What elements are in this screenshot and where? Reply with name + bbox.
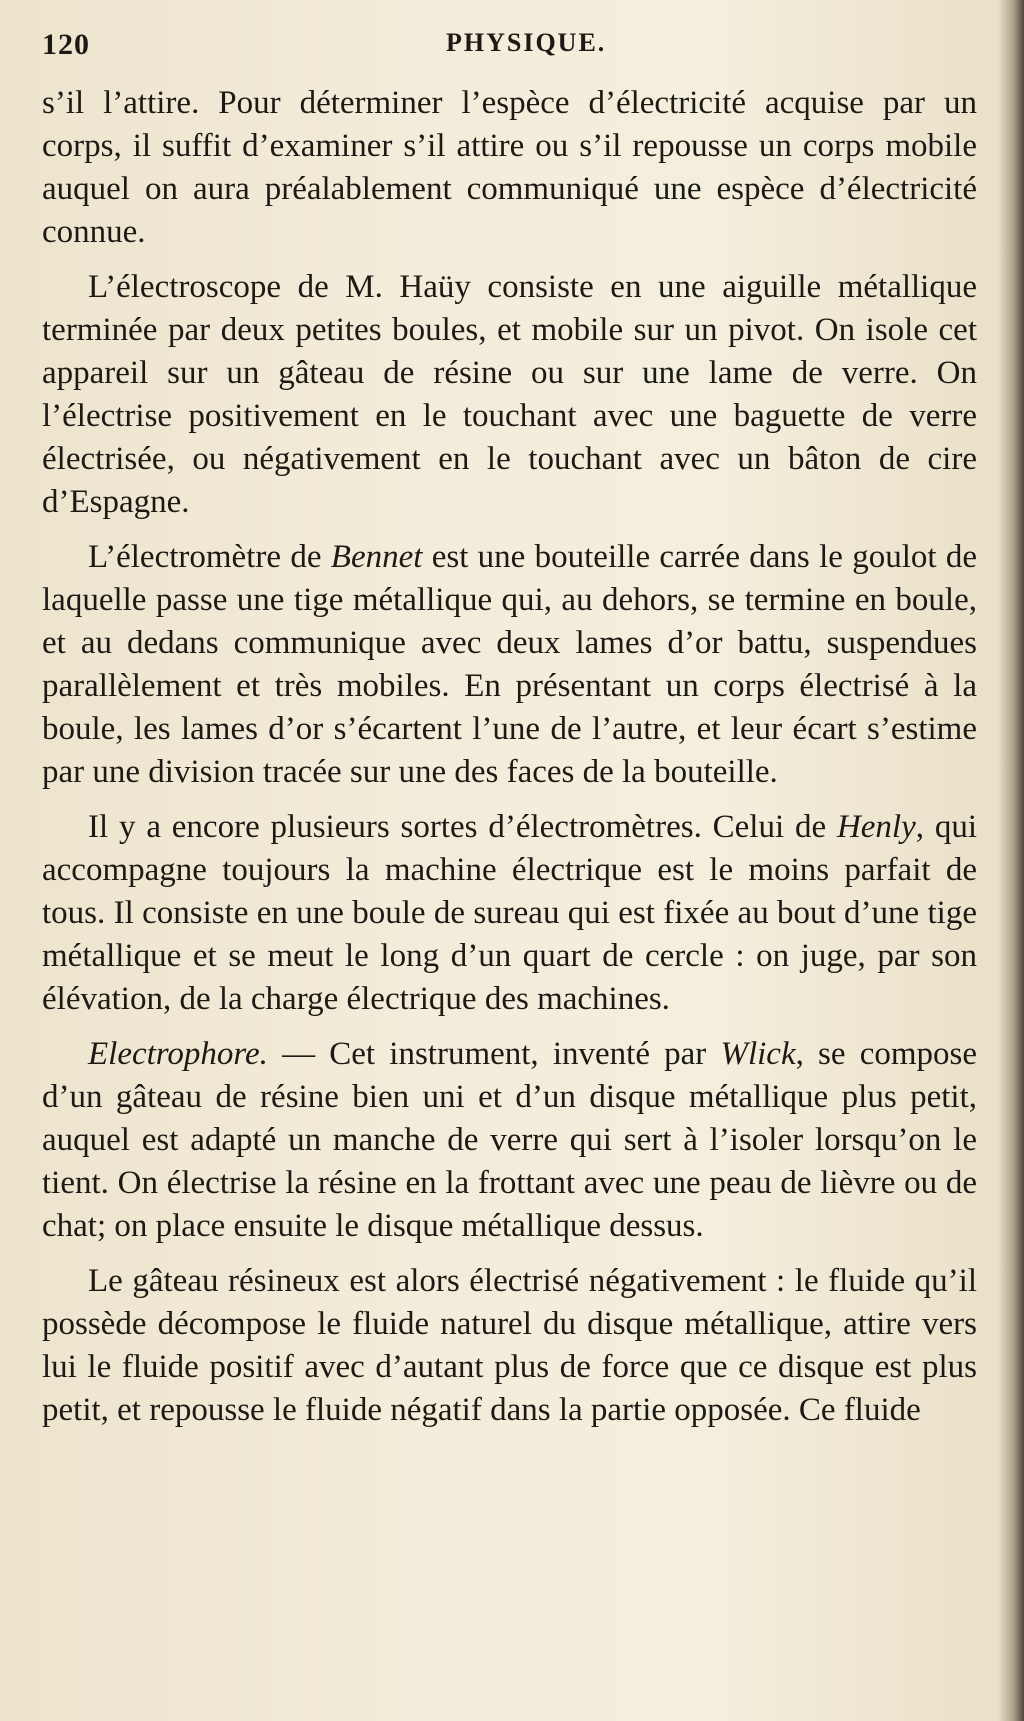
paragraph-electroscope: L’électroscope de M. Haüy consiste en une aiguille métallique terminée par deux petites boules, et mobile sur un pivot. On isole cet appareil sur un gâteau de résine ou sur une lame de verre. On l’électrise positivement en le touchant avec une baguette de verre électrisée, ou négativement en le touchant avec un bâton de cire d’Espagne. bbox=[42, 269, 977, 520]
header-title: PHYSIQUE. bbox=[446, 28, 607, 57]
term-electrophore: Electrophore. bbox=[88, 1036, 268, 1072]
name-henly: Henly bbox=[836, 809, 916, 845]
paragraph-electrometre-bennet bbox=[42, 536, 977, 794]
paragraph-text: , qui accompagne toujours la machine électrique est le moins parfait de tous. Il consiste en une boule de sureau qui est fixée au bout d’une tige métallique et se meut le long d’un quart de cercle : on juge, par son élévation, de la charge électrique des machines. bbox=[42, 809, 977, 1017]
paragraph-text: L’électromètre de bbox=[88, 539, 331, 575]
running-head bbox=[42, 28, 972, 68]
paragraph-gateau-resineux: Le gâteau résineux est alors électrisé négativement : le fluide qu’il possède décompose le fluide naturel du disque métallique, attire vers lui le fluide positif avec d’autant plus de force que ce disque est plus petit, et repousse le fluide négatif dans la partie opposée. Ce fluide bbox=[42, 1263, 977, 1428]
name-wlick: Wlick bbox=[720, 1036, 796, 1072]
paragraph-continuation: s’il l’attire. Pour déterminer l’espèce d’électricité acquise par un corps, il suffit d’examiner s’il attire ou s’il repousse un corps mobile auquel on aura préalablement communiqué une espèce d’électricité connue. bbox=[42, 85, 977, 250]
paragraph-text: Il y a encore plusieurs sortes d’électromètres. Celui de bbox=[88, 809, 837, 845]
paragraph-text: est une bouteille carrée dans le goulot de laquelle passe une tige métallique qui, au dehors, se termine en boule, et au dedans communique avec deux lames d’or battu, suspendues parallèlement et très mobiles. En présentant un corps électrisé à la boule, les lames d’or s’écartent l’une de l’autre, et leur écart s’estime par une division tracée sur une des faces de la bouteille. bbox=[42, 539, 977, 790]
paragraph-text: , se compose d’un gâteau de résine bien uni et d’un disque métallique plus petit, auquel est adapté un manche de verre qui sert à l’isoler lorsqu’on le tient. On électrise la résine en la frottant avec une peau de lièvre ou de chat; on place ensuite le disque métallique dessus. bbox=[42, 1036, 978, 1244]
paragraph-electrophore bbox=[42, 1033, 977, 1248]
paragraph-electrometre-henly bbox=[42, 806, 977, 1021]
page-text bbox=[42, 82, 977, 1444]
page-binding-shadow bbox=[998, 0, 1024, 1721]
page-number: 120 bbox=[42, 28, 90, 61]
name-bennet: Bennet bbox=[330, 539, 423, 575]
paragraph-text: — Cet instrument, inventé par bbox=[267, 1036, 721, 1072]
